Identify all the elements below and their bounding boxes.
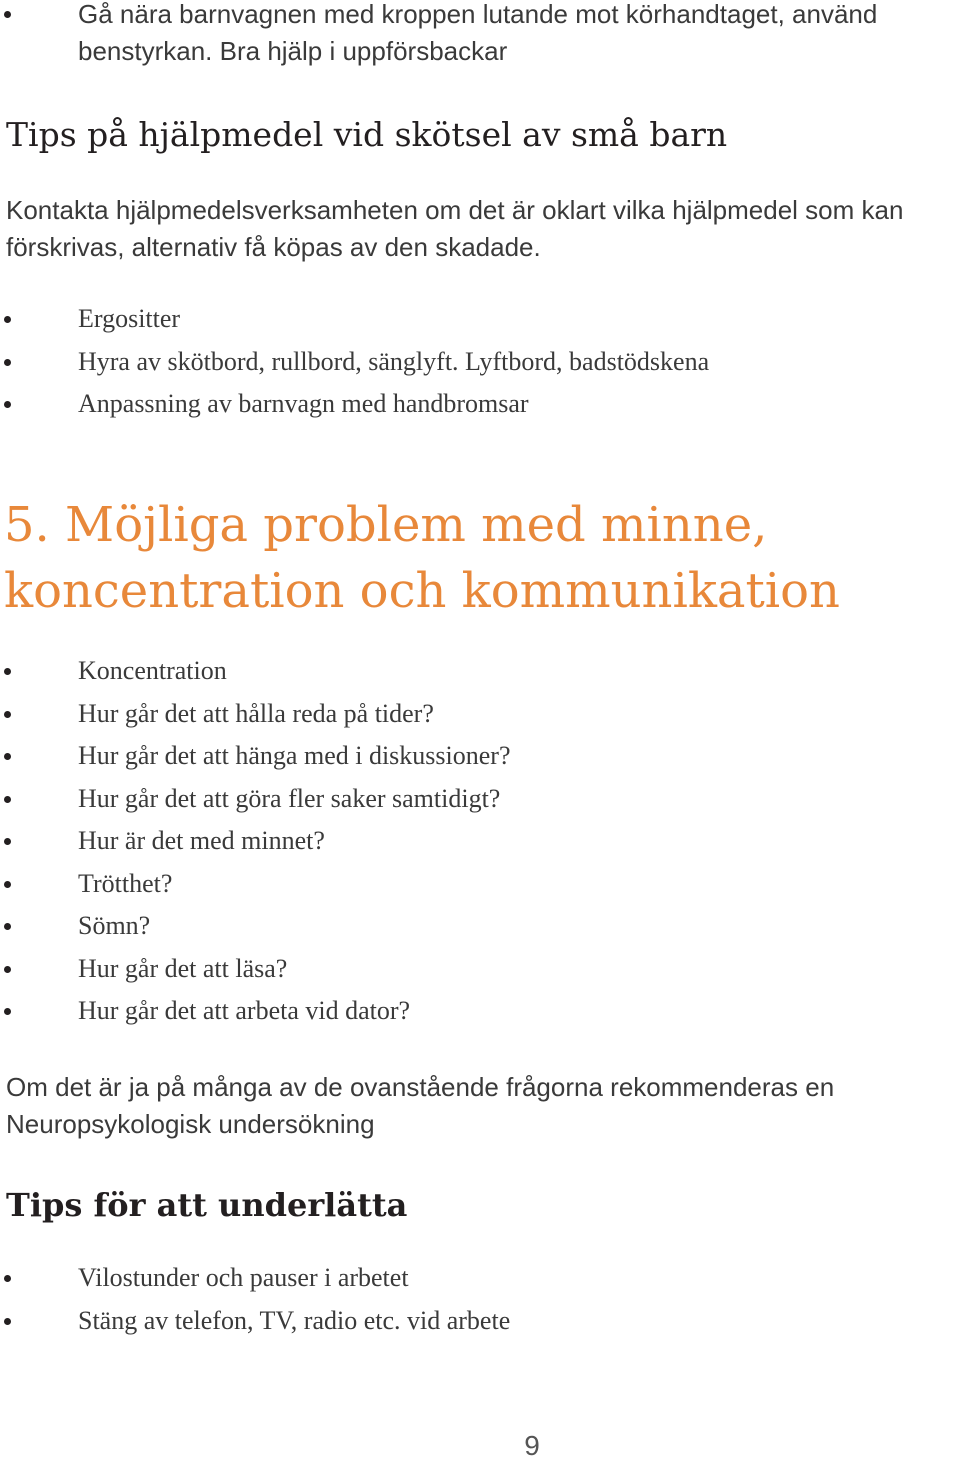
- bullet-dot: [4, 1008, 11, 1015]
- chapter5-title-line1: 5. Möjliga problem med minne,: [4, 497, 768, 553]
- list-item-text: Vilostunder och pauser i arbetet: [78, 1263, 409, 1292]
- list-item-text: Anpassning av barnvagn med handbromsar: [78, 389, 529, 418]
- intro-bullet-line2: benstyrkan. Bra hjälp i uppförsbackar: [78, 36, 508, 66]
- list-item-text: Hur är det med minnet?: [78, 826, 325, 855]
- tips-ease-section: [0, 1185, 960, 1225]
- bullet-dot: [4, 1275, 11, 1282]
- list-item: [0, 341, 960, 384]
- chapter5-title-line2: koncentration och kommunikation: [4, 563, 840, 619]
- bullet-dot: [4, 711, 11, 718]
- bullet-dot: [4, 753, 11, 760]
- list-item: [0, 1257, 960, 1300]
- list-item: [0, 1300, 960, 1343]
- list-item: [0, 990, 960, 1033]
- list-item-text: Hur går det att hålla reda på tider?: [78, 698, 434, 728]
- list-item: [0, 298, 960, 341]
- chapter5-paragraph: [0, 1069, 960, 1143]
- list-item: [0, 735, 960, 778]
- chapter5-heading: [0, 492, 960, 624]
- list-item-text: Hyra av skötbord, rullbord, sänglyft. Lyftbord, badstödskena: [78, 346, 710, 376]
- tips-small-children-section: [0, 115, 960, 155]
- bullet-dot: [4, 11, 11, 18]
- bullet-dot: [4, 316, 11, 323]
- list-item: [0, 650, 960, 693]
- chapter5-list: [0, 650, 960, 1033]
- list-item-text: Hur går det att hänga med i diskussioner?: [78, 741, 511, 770]
- list-item: [0, 778, 960, 821]
- bullet-dot: [4, 923, 11, 930]
- paragraph-line: Kontakta hjälpmedelsverksamheten om det är oklart vilka hjälpmedel som kan: [6, 195, 904, 225]
- bullet-dot: [4, 401, 11, 408]
- list-item-text: Stäng av telefon, TV, radio etc. vid arbete: [78, 1305, 511, 1335]
- tips-small-children-heading: Tips på hjälpmedel vid skötsel av små barn: [6, 115, 728, 154]
- list-item-text: Sömn?: [78, 911, 151, 940]
- list-item-text: Koncentration: [78, 656, 227, 685]
- paragraph-line: Om det är ja på många av de ovanstående frågorna rekommenderas en: [6, 1072, 835, 1102]
- list-item-text: Hur går det att göra fler saker samtidigt?: [78, 783, 501, 813]
- paragraph-line: förskrivas, alternativ få köpas av den skadade.: [6, 232, 541, 262]
- list-item: [0, 905, 960, 948]
- list-item-text: Hur går det att läsa?: [78, 953, 288, 983]
- list-item-text: Ergositter: [78, 304, 181, 333]
- list-item: [0, 863, 960, 906]
- paragraph-line: Neuropsykologisk undersökning: [6, 1109, 375, 1139]
- bullet-dot: [4, 1318, 11, 1325]
- bullet-dot: [4, 796, 11, 803]
- intro-bullet: [0, 0, 960, 70]
- intro-bullet-line1: Gå nära barnvagnen med kroppen lutande mot körhandtaget, använd: [78, 0, 878, 29]
- bullet-dot: [4, 668, 11, 675]
- list-item: [0, 948, 960, 991]
- list-item: [0, 383, 960, 426]
- page-number: 9: [524, 1430, 540, 1461]
- tips-ease-list: [0, 1257, 960, 1342]
- bullet-dot: [4, 966, 11, 973]
- tips-ease-heading: Tips för att underlätta: [6, 1186, 408, 1224]
- tips-small-children-paragraph: [0, 192, 960, 266]
- bullet-dot: [4, 838, 11, 845]
- list-item: [0, 820, 960, 863]
- bullet-dot: [4, 881, 11, 888]
- list-item-text: Hur går det att arbeta vid dator?: [78, 996, 411, 1025]
- list-item-text: Trötthet?: [78, 868, 173, 898]
- tips-small-children-list: [0, 298, 960, 426]
- list-item: [0, 693, 960, 736]
- bullet-dot: [4, 359, 11, 366]
